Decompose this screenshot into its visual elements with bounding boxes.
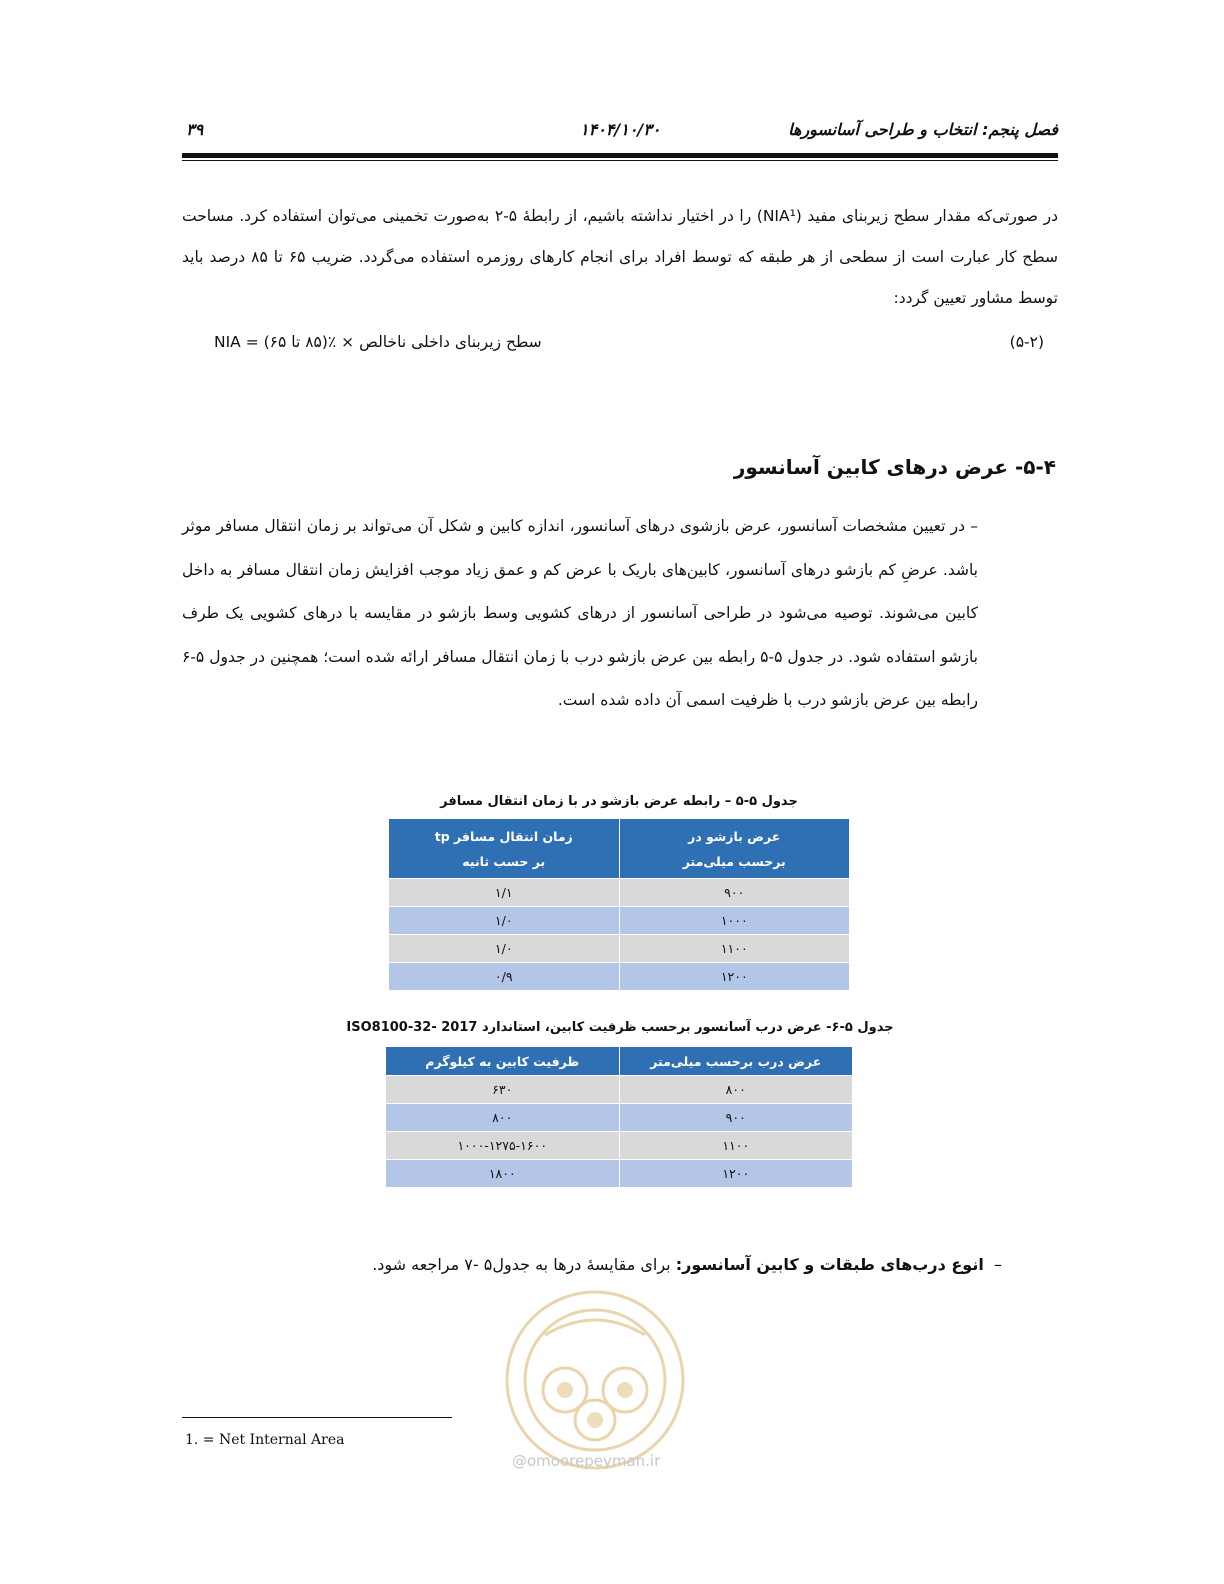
table1-header-time: زمان انتقال مسافر tp بر حسب ثانیه [389,819,620,879]
table-row: ۱۱۰۰ ۱۰۰۰-۱۲۷۵-۱۶۰۰ [386,1132,853,1160]
section-heading: ۵-۴- عرض درهای کابین آسانسور [733,455,1056,479]
chapter-title: فصل پنجم: انتخاب و طراحی آسانسورها [788,120,1058,139]
table-row: ۹۰۰ ۸۰۰ [386,1104,853,1132]
bullet-bold: انوع درب‌های طبقات و کابین آسانسور: [675,1255,984,1274]
footnote-rule [182,1417,452,1418]
table1-caption: جدول ۵-۵ – رابطه عرض بازشو در با زمان انتقال مسافر [440,794,798,809]
footnote: 1. = Net Internal Area [185,1432,345,1448]
section-paragraph: – در تعیین مشخصات آسانسور، عرض بازشوی درهای آسانسور، اندازه کابین و شکل آن می‌تواند بر زمان انتقال مسافر موثر باشد. عرضِ کم بازشو درهای آسانسور، کابین‌های باریک با عرض کم و عمق زیاد موجب افزایش زمان انتقال مسافر به داخل کابین می‌شوند. توصیه می‌شود در طراحی آسانسور از درهای کشویی وسط بازشو در مقایسه با درهای کشویی یک طرف بازشو استفاده شود. در جدول ۵-۵ رابطه بین عرض بازشو درب با زمان انتقال مسافر ارائه شده است؛ همچنین در جدول ۵-۶ رابطه بین عرض بازشو درب با ظرفیت اسمی آن داده شده است. [182,517,978,709]
table-row: ۱۱۰۰ ۱/۰ [389,935,850,963]
table1 [388,818,850,991]
table2 [385,1046,853,1188]
watermark-text: @omoorepeyman.ir [512,1452,661,1470]
table1-header-width: عرض بازشو در برحسب میلی‌متر [619,819,850,879]
bullet-rest: برای مقایسهٔ درها به جدول۵ -۷ مراجعه شود. [372,1255,676,1274]
table2-header-capacity: ظرفیت کابین به کیلوگرم [386,1047,620,1076]
table2-header-door-width: عرض درب برحسب میلی‌متر [619,1047,853,1076]
header-date: ۱۴۰۴/۱۰/۳۰ [580,120,661,139]
header-rule [182,153,1058,158]
table-row: ۱۰۰۰ ۱/۰ [389,907,850,935]
table2-caption: جدول ۵-۶- عرض درب آسانسور برحسب ظرفیت کابین، استاندارد ISO8100-32- 2017 [346,1020,894,1035]
intro-paragraph: در صورتی‌که مقدار سطح زیربنای مفید (NIA¹) را در اختیار نداشته باشیم، از رابطهٔ ۵-۲ به‌صورت تخمینی می‌توان استفاده کرد. مساحت سطح کار عبارت است از سطحی از هر طبقه که توسط افراد برای انجام کارهای روزمره استفاده می‌گردد. ضریب ۶۵ تا ۸۵ درصد باید توسط مشاور تعیین گردد: [182,207,1059,307]
publisher-stamp-icon [490,1280,700,1480]
bullet-line: – انوع درب‌های طبقات و کابین آسانسور: برای مقایسهٔ درها به جدول۵ -۷ مراجعه شود. [372,1255,1002,1274]
table-row: ۹۰۰ ۱/۱ [389,879,850,907]
page-number: ۳۹ [186,120,204,139]
table-row: ۱۲۰۰ ۱۸۰۰ [386,1160,853,1188]
table-row: ۸۰۰ ۶۳۰ [386,1076,853,1104]
formula-number: (۵-۲) [1009,333,1044,351]
formula: سطح زیربنای داخلی ناخالص × ٪(۸۵ تا ۶۵) = NIA [214,333,542,351]
table-row: ۱۲۰۰ ۰/۹ [389,963,850,991]
header-rule-thin [182,160,1058,161]
